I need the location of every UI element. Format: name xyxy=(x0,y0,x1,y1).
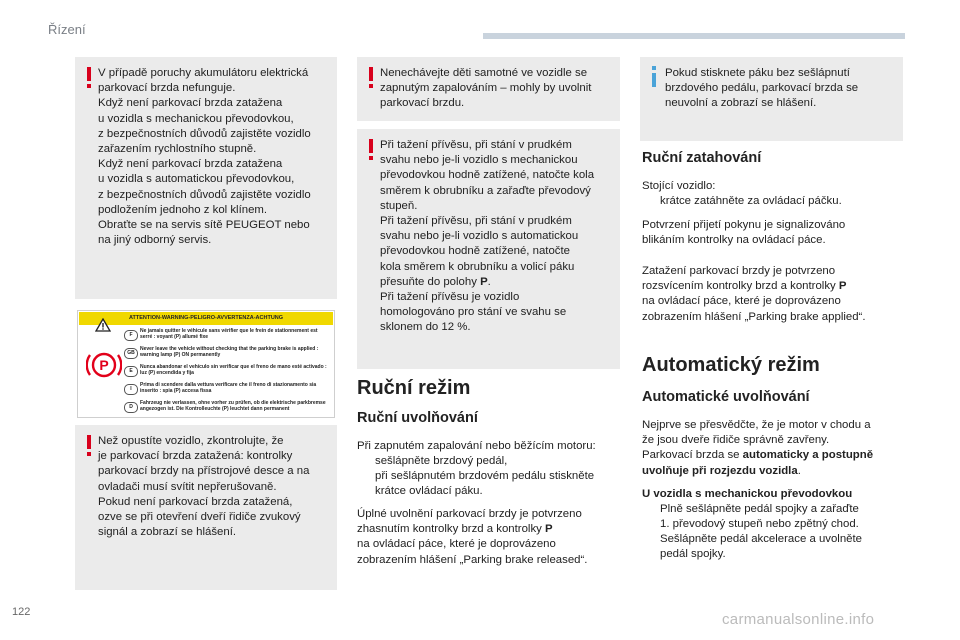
bullet-item: krátce zatáhněte za ovládací páčku. xyxy=(660,195,842,207)
manual-apply-confirm2: Zatažení parkovací brzdy je potvrzeno rozsvícením kontrolky brzd a kontrolky P na ovládací páce, které je doprovázeno zobrazením hlášení „Parking brake applied“. xyxy=(642,265,866,323)
label-row: I Prima di scendere dalla vettura verificare che il freno di stazionamento sia inserito : spia (P) accesa fissa xyxy=(124,381,330,399)
label-row: D Fahrzeug nie verlassen, ohne vorher zu prüfen, ob die elektrische parkbremse angezogen ist. Die Kontrolleuchte (P) leuchtet dann permanent xyxy=(124,399,330,417)
automatic-release-intro: Nejprve se přesvědčte, že je motor v chodu a že jsou dveře řidiče správně zavřeny. Parkovací brzda se automaticky a postupně uvolňuje při rozjezdu vozidla. xyxy=(642,419,874,477)
flag-badge: D xyxy=(124,402,138,413)
warning-triangle-icon xyxy=(95,318,111,332)
parking-brake-icon xyxy=(86,347,122,383)
manual-apply-title: Ruční zatahování xyxy=(642,150,762,166)
warning-text-leaving: Než opustíte vozidlo, zkontrolujte, že je parkovací brzda zatažená: kontrolky parkovací brzdy na přístrojové desce a na ovladači musí svítit nepřerušovaně. Pokud není parkovací brzda zatažená, ozve se při otevření dveří řidiče zvukový signál a zobrazí se hlášení. xyxy=(98,435,310,539)
warning-box-towing xyxy=(357,129,620,369)
manual-release-title: Ruční uvolňování xyxy=(357,410,478,426)
flag-badge: F xyxy=(124,330,138,341)
automatic-mode-title: Automatický režim xyxy=(642,354,820,376)
warning-icon xyxy=(87,67,91,81)
flag-badge: E xyxy=(124,366,138,377)
warning-icon xyxy=(87,435,91,449)
manual-apply-intro: Stojící vozidlo: xyxy=(642,180,716,192)
label-header: ATTENTION-WARNING-PELIGRO-AVVERTENZA-ACHTUNG xyxy=(79,312,333,325)
warning-text-battery: V případě poruchy akumulátoru elektrická parkovací brzda nefunguje. Když není parkovací brzda zatažena u vozidla s mechanickou převodovkou, z bezpečnostních důvodů zajistěte vozidlo zařazením rychlostního stupně. Když není parkovací brzda zatažena u vozidla s automatickou převodovkou, z bezpečnostních důvodů zajistěte vozidlo podložením jednoho z kol klínem. Obraťte se na servis sítě PEUGEOT nebo na jiný odborný servis. xyxy=(98,67,311,247)
warning-icon xyxy=(369,67,373,81)
watermark: carmanualsonline.info xyxy=(722,611,875,628)
manual-apply-confirm1: Potvrzení přijetí pokynu je signalizováno blikáním kontrolky na ovládací páce. xyxy=(642,219,846,247)
warning-icon xyxy=(369,139,373,153)
header-bar xyxy=(483,33,905,39)
warning-box-battery xyxy=(75,57,337,299)
manual-release-confirm: Úplné uvolnění parkovací brzdy je potvrzeno zhasnutím kontrolky brzd a kontrolky P na ovládací páce, které je doprovázeno zobrazením hlášení „Parking brake released“. xyxy=(357,508,588,566)
warning-label-image xyxy=(77,310,335,418)
flag-badge: GB xyxy=(124,348,138,359)
info-icon xyxy=(652,66,656,70)
bullet-item: při sešlápnutém brzdovém pedálu stiskněte krátce ovládací páku. xyxy=(375,470,595,498)
section-title: Řízení xyxy=(48,22,86,37)
warning-box-leaving xyxy=(75,425,337,590)
info-box-lever xyxy=(640,57,903,141)
svg-text:P: P xyxy=(99,357,109,373)
bullet-item: Plně sešlápněte pedál spojky a zařaďte 1. převodový stupeň nebo zpětný chod. xyxy=(660,503,859,531)
bullet-item: sešlápněte brzdový pedál, xyxy=(375,455,508,467)
label-row: F Ne jamais quitter le véhicule sans vérifier que le frein de stationnement est serré : voyant (P) allumé fixe xyxy=(124,327,330,345)
label-row: GB Never leave the vehicle without checking that the parking brake is applied : warning lamp (P) ON permanently xyxy=(124,345,330,363)
manual-gearbox-title: U vozidla s mechanickou převodovkou xyxy=(642,488,853,500)
warning-box-children xyxy=(357,57,620,121)
warning-text-towing: Při tažení přívěsu, při stání v prudkém svahu nebo je-li vozidlo s mechanickou převodovkou hodně zatížené, natočte kola směrem k obrubníku a zařaďte převodový stupeň. Při tažení přívěsu, při stání v prudkém svahu nebo je-li vozidlo s automatickou převodovkou hodně zatížené, natočte kola směrem k obrubníku a volicí páku přesuňte do polohy P. Při tažení přívěsu je vozidlo homologováno pro stání ve svahu se sklonem do 12 %. xyxy=(380,139,595,334)
manual-mode-title: Ruční režim xyxy=(357,377,471,399)
manual-release-intro: Při zapnutém zapalování nebo běžícím motoru: xyxy=(357,440,596,452)
flag-badge: I xyxy=(124,384,138,395)
automatic-release-title: Automatické uvolňování xyxy=(642,389,810,405)
bullet-item: Sešlápněte pedál akcelerace a uvolněte pedál spojky. xyxy=(660,533,863,561)
label-row: E Nunca abandonar el vehículo sin verificar que el freno de mano esté activado : luz (P) encendida y fija xyxy=(124,363,330,381)
warning-text-children: Nenechávejte děti samotné ve vozidle se zapnutým zapalováním – mohly by uvolnit parkovací brzdu. xyxy=(380,67,592,110)
info-text-lever: Pokud stisknete páku bez sešlápnutí brzdového pedálu, parkovací brzda se neuvolní a zobrazí se hlášení. xyxy=(665,67,859,110)
page-number: 122 xyxy=(12,606,31,618)
